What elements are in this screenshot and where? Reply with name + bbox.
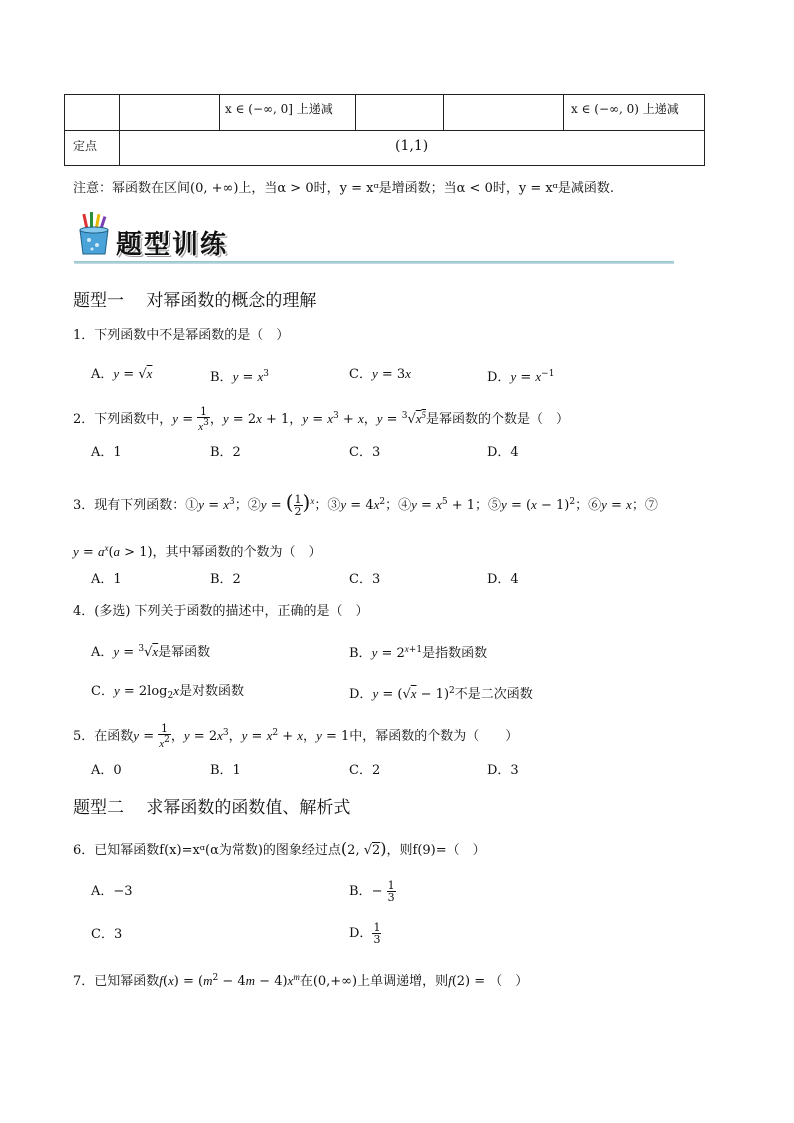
- question-stem: 3．现有下列函数：①y = $x^3$；②y = ( $\frac{1}{2}$ )$^x$；③y = $4x^2$；④y = $x^5 + 1$；⑤y = $(x - 1)^2$；⑥y = x；⑦: [73, 490, 658, 518]
- choice-a: A．−3: [91, 884, 133, 899]
- banner-title: 题型训练: [116, 230, 229, 260]
- choice-c: C．$y = 2\log_2x$是对数函数: [91, 683, 244, 701]
- choice-a: A．y = $^3$√x是幂函数: [91, 644, 211, 660]
- question-stem: 4．(多选) 下列关于函数的描述中，正确的是（ ）: [73, 604, 369, 619]
- choice-b: B．− $\frac{1}{3}$: [349, 879, 395, 904]
- section-title: 题型二 求幂函数的函数值、解析式: [73, 798, 351, 818]
- table-cell: x ∈ (−∞, 0] 上递减: [225, 102, 333, 116]
- choice-a: A．1: [91, 445, 122, 460]
- section-title: 题型一 对幂函数的概念的理解: [73, 291, 317, 311]
- pencil-cup-icon: [76, 212, 112, 256]
- choice-d: D．$y = x^{-1}$: [487, 369, 555, 385]
- choice-d: D．4: [487, 572, 519, 587]
- choice-c: C．3: [349, 572, 381, 587]
- table-divider: [443, 95, 444, 131]
- choice-c: C．3: [91, 927, 123, 942]
- table-divider: [219, 95, 220, 131]
- choice-b: B．1: [210, 763, 241, 778]
- choice-b: B．2: [210, 445, 241, 460]
- question-stem-line2: $y = a^x(a > 1)$，其中幂函数的个数为（ ）: [73, 543, 322, 560]
- choice-a: A．y = √x: [91, 366, 153, 382]
- table-divider: [355, 95, 356, 131]
- table-row-label: 定点: [73, 139, 98, 153]
- choice-c: C．3: [349, 445, 381, 460]
- choice-c: C．y = 3x: [349, 366, 411, 382]
- table-divider: [119, 95, 120, 131]
- question-stem: 2．下列函数中，y = $\frac{1}{x^3}$ ，y = 2x + 1，$y = x^3 + x$，$y = ^3√x^5$是幂函数的个数是（ ）: [73, 405, 570, 433]
- choice-d: D．$y = (√x - 1)^2$不是二次函数: [349, 686, 533, 702]
- choice-a: A．0: [91, 763, 122, 778]
- question-stem: 7．已知幂函数$f(x) = (m^2 - 4m - 4)x^m$在(0,+∞)上单调递增，则f(2) = （ ）: [73, 972, 529, 989]
- banner-underline: [74, 261, 674, 264]
- choice-d: D．3: [487, 763, 519, 778]
- choice-d: D．4: [487, 445, 519, 460]
- question-stem: 1．下列函数中不是幂函数的是（ ）: [73, 328, 290, 343]
- table-cell: (1,1): [395, 138, 429, 154]
- table-divider: [119, 130, 120, 166]
- table-cell: x ∈ (−∞, 0) 上递减: [571, 102, 679, 116]
- choice-c: C．2: [349, 763, 381, 778]
- table-divider: [65, 130, 704, 131]
- choice-d: D． $\frac{1}{3}$: [349, 921, 381, 946]
- question-stem: 5．在函数y = $\frac{1}{x^2}$ ，$y = 2x^3$，$y = x^2 + x$，y = 1中，幂函数的个数为（ ）: [73, 722, 519, 750]
- question-stem: 6．已知幂函数f(x)=xᵅ(α为常数)的图象经过点(2, √2)，则f(9)=（ ）: [73, 839, 486, 858]
- choice-b: B．2: [210, 572, 241, 587]
- note-text: 注意：幂函数在区间(0, +∞)上，当α > 0时，y = xᵅ是增函数；当α < 0时，y = xᵅ是减函数.: [73, 181, 615, 196]
- property-table: [64, 94, 705, 166]
- table-divider: [563, 95, 564, 131]
- choice-b: B．$y = 2^{x+1}$是指数函数: [349, 644, 488, 661]
- choice-a: A．1: [91, 572, 122, 587]
- choice-b: B．$y = x^3$: [210, 369, 270, 385]
